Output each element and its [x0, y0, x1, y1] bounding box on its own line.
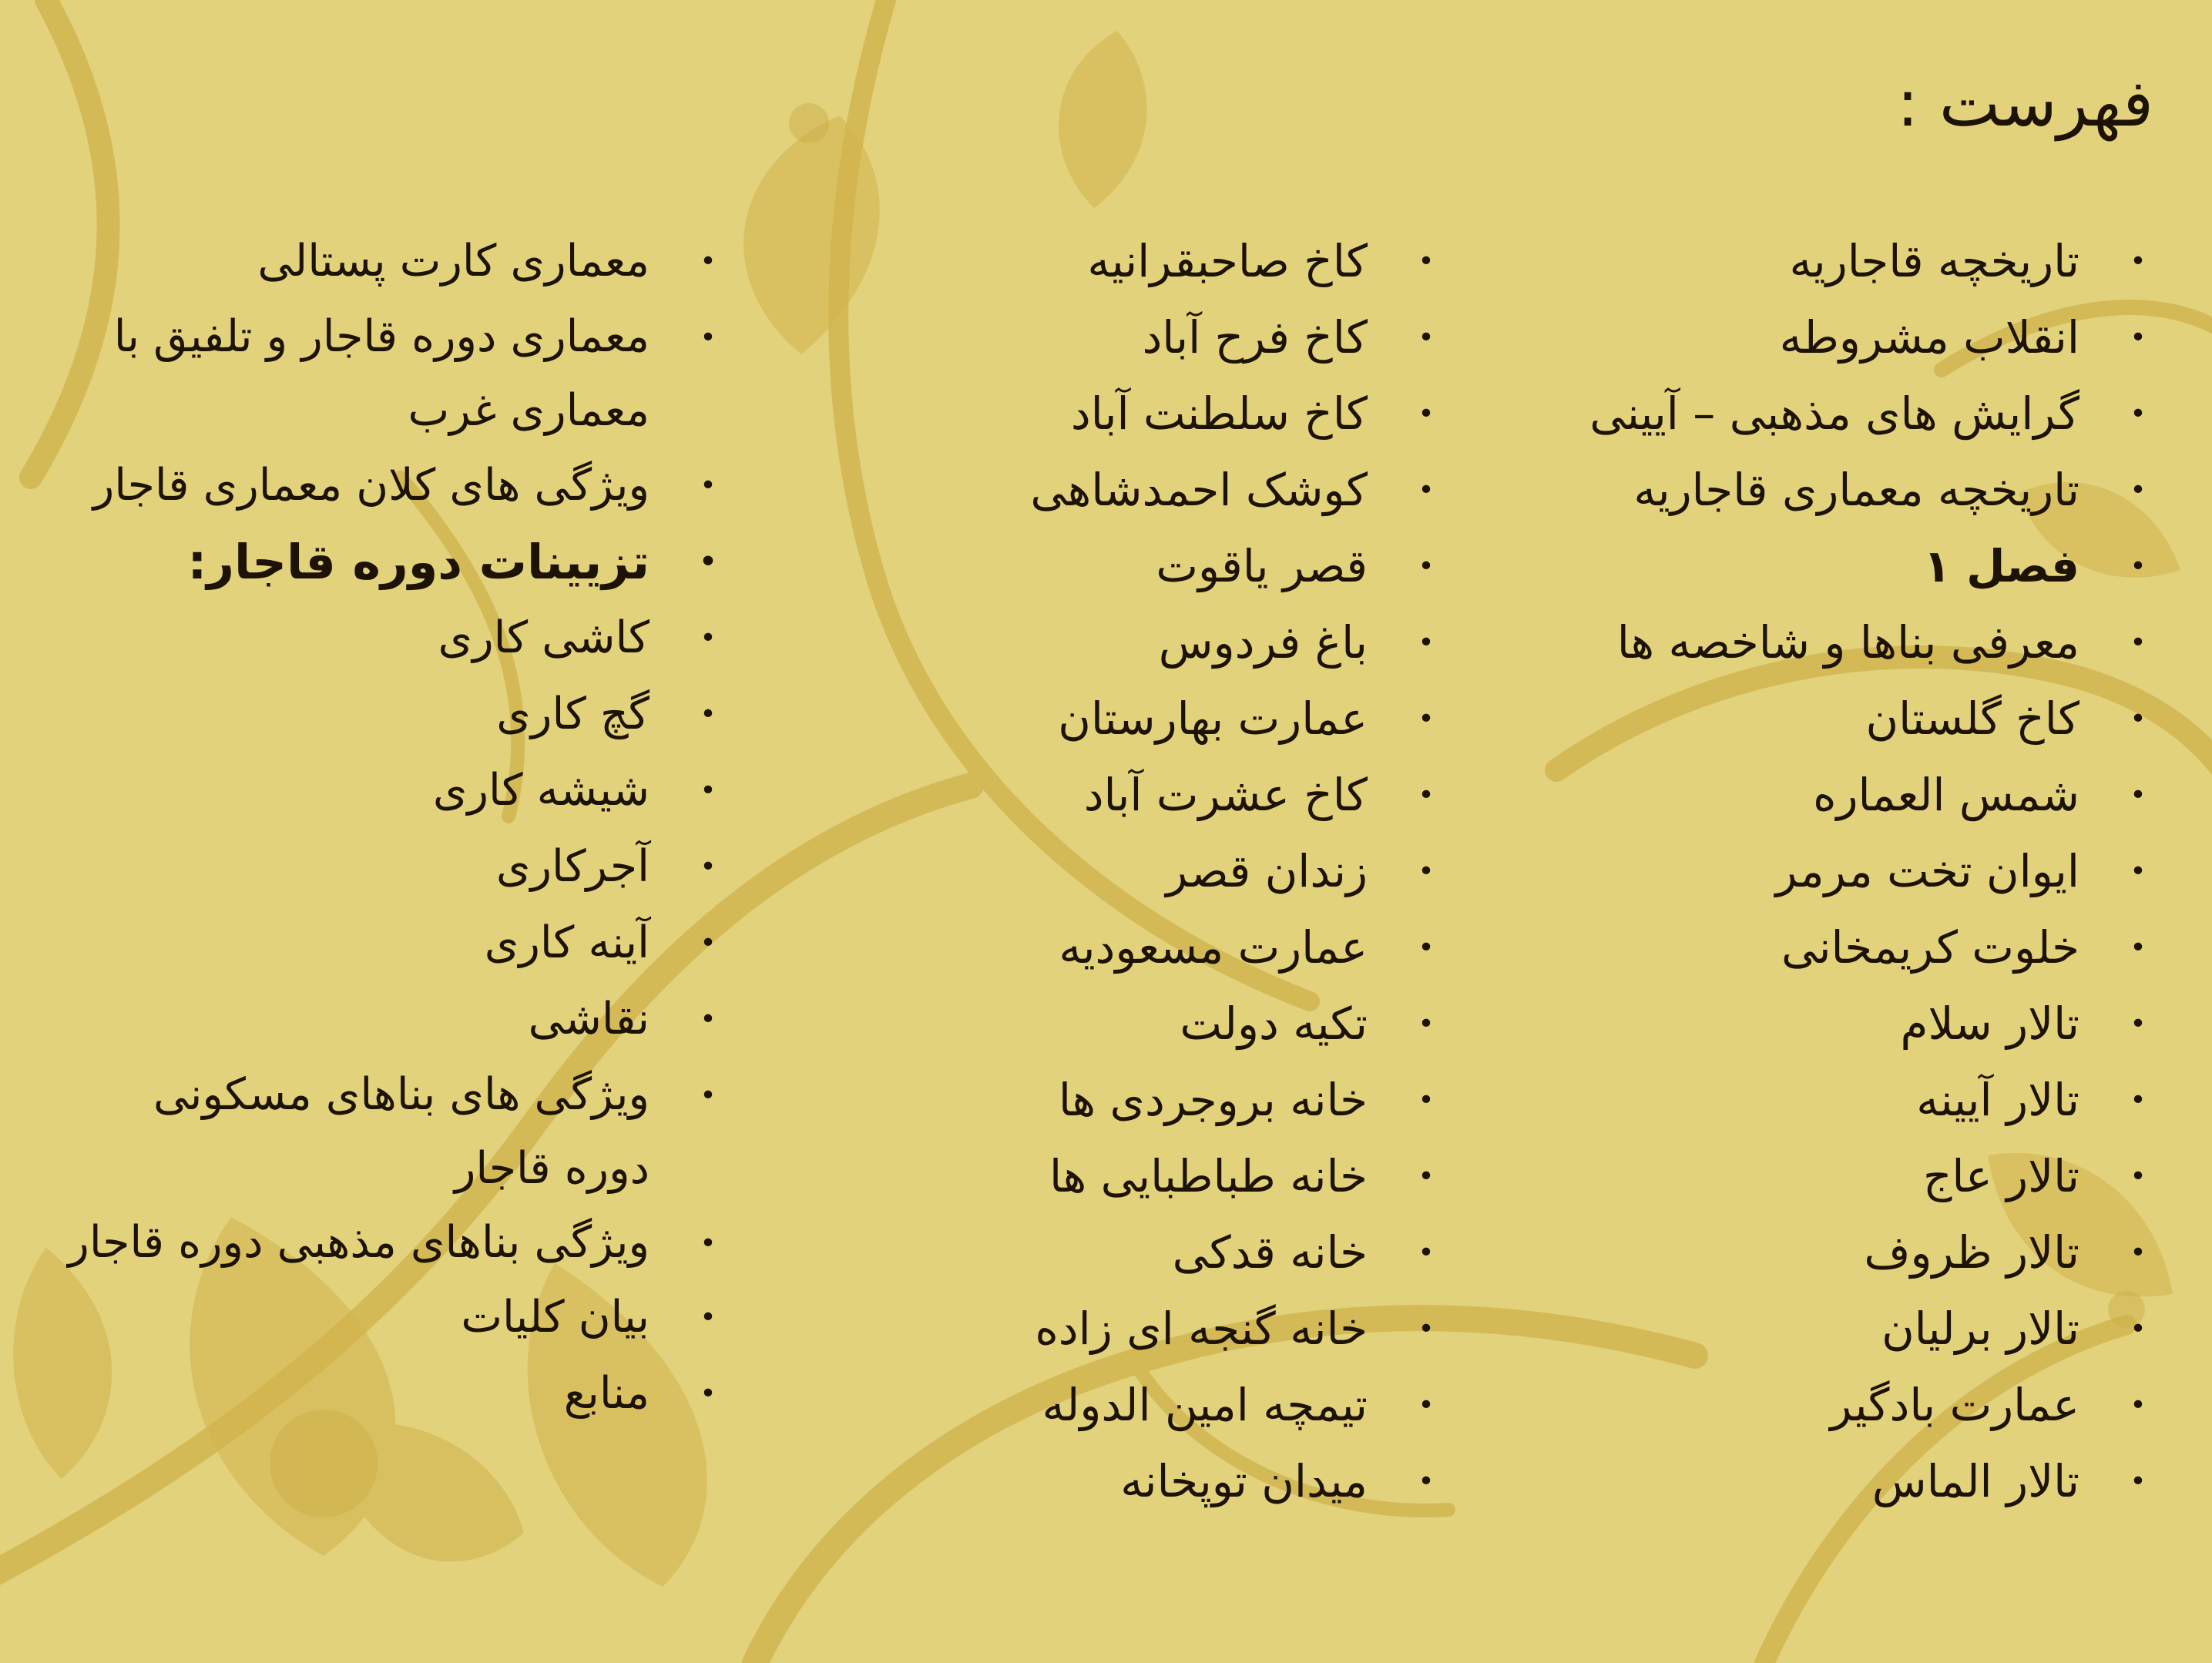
toc-item-label: میدان توپخانه	[1120, 1455, 1368, 1507]
toc-item-label: بیان کلیات	[461, 1292, 650, 1343]
bullet-icon: •	[700, 622, 717, 654]
toc-item-label: تیمچه امین الدوله	[1042, 1379, 1368, 1431]
bullet-icon: •	[700, 1302, 717, 1333]
toc-item	[61, 1279, 723, 1356]
toc-item-label: معماری دوره قاجار و تلفیق با معماری غرب	[113, 311, 650, 436]
toc-item	[702, 376, 1442, 452]
toc-item-label: آینه کاری	[484, 917, 650, 968]
bullet-icon: •	[2130, 551, 2147, 582]
toc-item-label: عمارت بهارستان	[1058, 692, 1368, 745]
toc-column-left	[61, 223, 723, 1432]
toc-item-label: قصر یاقوت	[1156, 540, 1368, 592]
bullet-icon: •	[700, 322, 717, 354]
bullet-icon: •	[1418, 1390, 1435, 1421]
toc-item	[1352, 528, 2153, 605]
toc-item-label: تالار برلیان	[1881, 1303, 2079, 1355]
toc-item	[1352, 605, 2153, 681]
bullet-icon: •	[2130, 1313, 2147, 1345]
toc-item-label: خانه گنجه ای زاده	[1035, 1303, 1368, 1355]
toc-item	[702, 757, 1442, 833]
toc-item	[1352, 376, 2153, 452]
toc-item-label: باغ فردوس	[1158, 616, 1368, 669]
bullet-icon: •	[1418, 627, 1435, 659]
bullet-icon: •	[2130, 780, 2147, 811]
toc-item	[1352, 1215, 2153, 1291]
toc-item-label: تالار سلام	[1900, 997, 2079, 1050]
toc-item	[1352, 1138, 2153, 1215]
toc-item	[702, 833, 1442, 910]
bullet-icon: •	[2130, 1466, 2147, 1497]
page-title: فهرست :	[1896, 65, 2153, 141]
toc-item-label: کاخ صاحبقرانیه	[1087, 235, 1368, 287]
toc-item-label: خلوت کریمخانی	[1781, 921, 2079, 974]
bullet-icon: •	[1418, 932, 1435, 964]
bullet-icon: •	[2130, 1161, 2147, 1192]
toc-item-label: تکیه دولت	[1180, 997, 1368, 1050]
toc-item-label: انقلاب مشروطه	[1779, 311, 2079, 364]
bullet-icon: •	[1418, 474, 1435, 506]
toc-item-label: خانه طباطبایی ها	[1049, 1150, 1368, 1202]
toc-item	[61, 600, 723, 676]
bullet-icon: •	[2130, 398, 2147, 430]
toc-item-label: کاخ سلطنت آباد	[1070, 387, 1368, 440]
toc-item	[702, 300, 1442, 376]
toc-item	[1352, 1062, 2153, 1138]
bullet-icon: •	[699, 546, 717, 578]
toc-item-label: تاریخچه معماری قاجاریه	[1633, 464, 2079, 516]
toc-item-label: نقاشی	[528, 994, 650, 1044]
toc-item	[61, 448, 723, 524]
bullet-icon: •	[700, 1378, 717, 1410]
toc-item-label: تالار عاج	[1922, 1150, 2079, 1202]
toc-item-label: کاشی کاری	[438, 612, 650, 663]
bullet-icon: •	[1418, 1466, 1435, 1497]
toc-item-label: تاریخچه قاجاریه	[1789, 235, 2079, 287]
toc-item-label: کاخ عشرت آباد	[1083, 769, 1368, 821]
toc-item	[1352, 300, 2153, 376]
toc-item-label: معرفی بناها و شاخصه ها	[1616, 616, 2079, 669]
toc-item	[61, 905, 723, 981]
bullet-icon: •	[700, 1004, 717, 1035]
bullet-icon: •	[1418, 1161, 1435, 1192]
bullet-icon: •	[1418, 1085, 1435, 1116]
bullet-icon: •	[700, 1080, 717, 1111]
toc-item-label: عمارت مسعودیه	[1059, 921, 1368, 974]
bullet-icon: •	[700, 927, 717, 959]
bullet-icon: •	[700, 699, 717, 730]
bullet-icon: •	[700, 470, 717, 501]
toc-item	[1352, 1367, 2153, 1443]
toc-item	[702, 452, 1442, 528]
bullet-icon: •	[2130, 627, 2147, 659]
toc-item-label: کاخ فرح آباد	[1142, 311, 1368, 364]
toc-section-heading: تزیینات دوره قاجار:	[187, 534, 650, 590]
toc-item-label: منابع	[563, 1368, 650, 1419]
toc-item-label: شیشه کاری	[432, 765, 650, 816]
toc-item-label: معماری کارت پستالی	[257, 236, 650, 287]
toc-item-label: تالار آیینه	[1916, 1074, 2079, 1126]
toc-item-label: گرایش های مذهبی – آیینی	[1589, 387, 2079, 440]
toc-item	[61, 1356, 723, 1432]
bullet-icon: •	[2130, 1008, 2147, 1040]
bullet-icon: •	[2130, 322, 2147, 354]
toc-item	[1352, 833, 2153, 910]
toc-item-label: تالار الماس	[1871, 1455, 2079, 1507]
toc-item	[1352, 757, 2153, 833]
toc-item-label: گچ کاری	[496, 689, 650, 739]
bullet-icon: •	[1418, 856, 1435, 887]
bullet-icon: •	[700, 1228, 717, 1259]
bullet-icon: •	[2130, 1085, 2147, 1116]
toc-item-label: شمس العماره	[1813, 769, 2079, 821]
toc-item	[1352, 910, 2153, 986]
bullet-icon: •	[2130, 703, 2147, 735]
bullet-icon: •	[1418, 703, 1435, 735]
bullet-icon: •	[1418, 1008, 1435, 1040]
toc-item	[61, 223, 723, 300]
toc-item	[61, 1205, 723, 1279]
toc-item	[1352, 223, 2153, 300]
toc-item	[61, 300, 723, 448]
toc-item-label: زندان قصر	[1166, 845, 1368, 897]
toc-item	[702, 1367, 1442, 1443]
bullet-icon: •	[700, 775, 717, 806]
toc-item	[1352, 681, 2153, 757]
toc-item	[702, 1291, 1442, 1367]
toc-item	[702, 986, 1442, 1062]
toc-item-label: خانه بروجردی ها	[1058, 1074, 1368, 1126]
toc-item	[61, 981, 723, 1058]
toc-item-label: کوشک احمدشاهی	[1030, 464, 1368, 516]
bullet-icon: •	[700, 851, 717, 883]
bullet-icon: •	[700, 246, 717, 277]
toc-item	[702, 1443, 1442, 1520]
bullet-icon: •	[2130, 1390, 2147, 1421]
toc-item	[61, 676, 723, 753]
toc-item-label: تالار ظروف	[1864, 1226, 2079, 1279]
toc-item-label: خانه قدکی	[1172, 1226, 1368, 1279]
bullet-icon: •	[2130, 474, 2147, 506]
toc-item	[1352, 1291, 2153, 1367]
toc-column-right	[1352, 223, 2153, 1520]
bullet-icon: •	[1418, 246, 1435, 277]
toc-item-label: ویژگی بناهای مذهبی دوره قاجار	[68, 1217, 650, 1268]
bullet-icon: •	[1418, 780, 1435, 811]
toc-item	[1352, 452, 2153, 528]
toc-item	[1352, 986, 2153, 1062]
bullet-icon: •	[1418, 1313, 1435, 1345]
toc-item	[702, 1062, 1442, 1138]
toc-item	[702, 681, 1442, 757]
toc-item-label: کاخ گلستان	[1865, 692, 2079, 745]
bullet-icon: •	[1418, 551, 1435, 582]
toc-item	[702, 528, 1442, 605]
bullet-icon: •	[1418, 398, 1435, 430]
toc-item	[61, 753, 723, 829]
toc-item	[702, 223, 1442, 300]
toc-item-label: ویژگی های کلان معماری قاجار	[92, 460, 650, 511]
toc-item	[702, 1138, 1442, 1215]
toc-item-label: ویژگی های بناهای مسکونی دوره قاجار	[153, 1069, 650, 1194]
toc-item-label: آجرکاری	[495, 841, 650, 892]
toc-column-middle	[702, 223, 1442, 1520]
bullet-icon: •	[1418, 322, 1435, 354]
toc-section-heading: فصل ۱	[1923, 540, 2079, 592]
bullet-icon: •	[1418, 1237, 1435, 1269]
bullet-icon: •	[2130, 1237, 2147, 1269]
bullet-icon: •	[2130, 856, 2147, 887]
toc-item	[702, 1215, 1442, 1291]
toc-item-label: ایوان تخت مرمر	[1775, 845, 2079, 897]
toc-item	[702, 910, 1442, 986]
bullet-icon: •	[2130, 932, 2147, 964]
toc-item	[1352, 1443, 2153, 1520]
toc-item	[61, 524, 723, 600]
toc-item	[61, 1058, 723, 1205]
bullet-icon: •	[2130, 246, 2147, 277]
toc-item	[61, 829, 723, 905]
toc-item-label: عمارت بادگیر	[1830, 1379, 2079, 1431]
toc-item	[702, 605, 1442, 681]
